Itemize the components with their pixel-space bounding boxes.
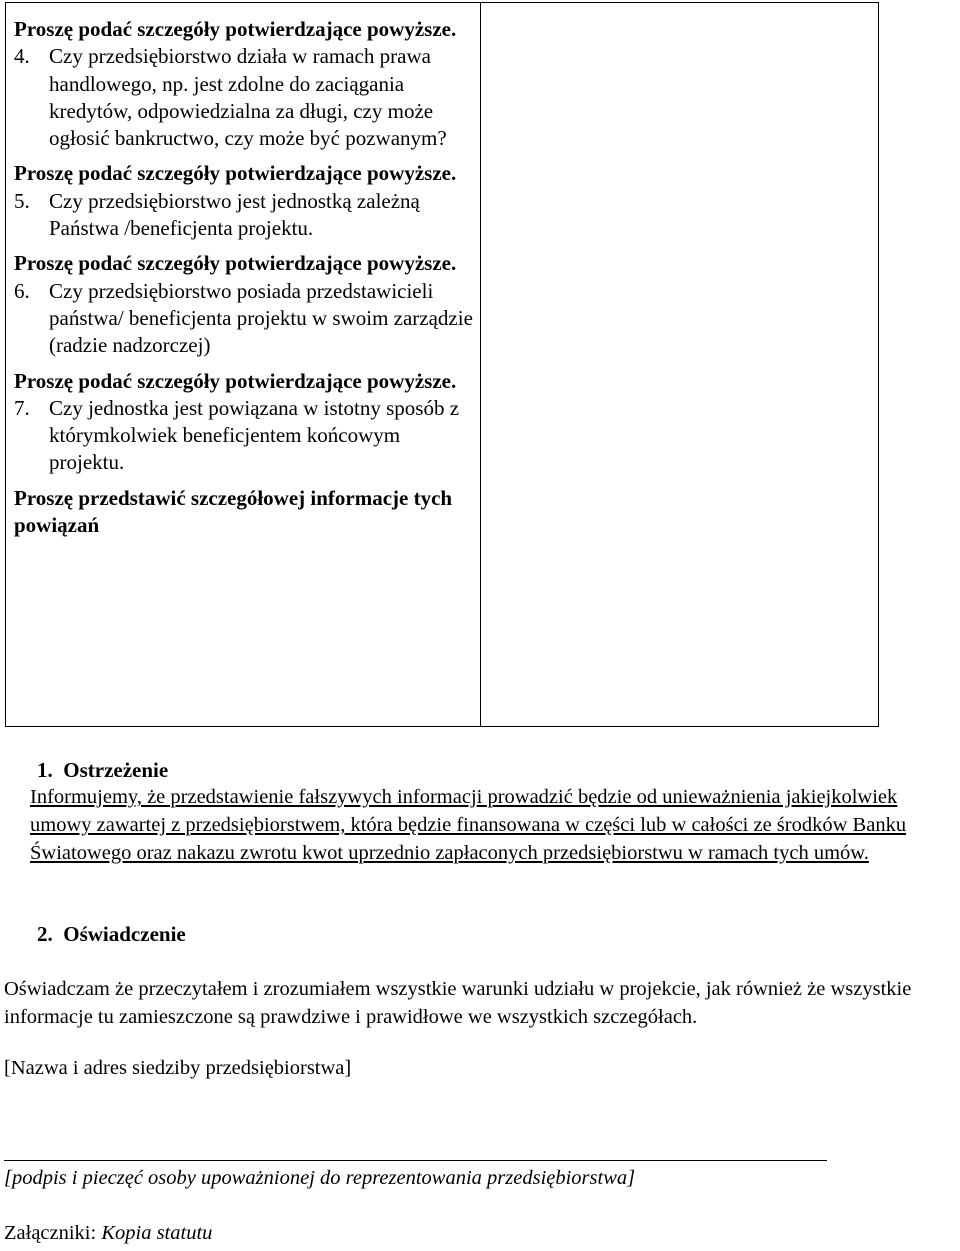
question-7 xyxy=(14,395,476,477)
warning-number: 1. xyxy=(37,758,53,782)
question-text: Czy przedsiębiorstwo działa w ramach prawa handlowego, np. jest zdolne do zaciągania kredytów, odpowiedzialna za długi, czy może ogłosić bankructwo, czy może być pozwanym? xyxy=(49,44,447,151)
details-request: Proszę podać szczegóły potwierdzające powyższe. xyxy=(14,368,457,393)
table-column-divider xyxy=(480,3,481,726)
attachments xyxy=(4,1222,212,1245)
declaration-heading xyxy=(37,922,186,947)
attachments-value: Kopia statutu xyxy=(101,1222,213,1244)
question-text: Czy jednostka jest powiązana w istotny sposób z którymkolwiek beneficjentem końcowym projektu. xyxy=(49,395,460,475)
question-4 xyxy=(14,43,476,152)
declaration-text: Oświadczam że przeczytałem i zrozumiałem wszystkie warunki udziału w projekcie, jak również że wszystkie informacje tu zamieszczone są prawdziwe i prawidłowe we wszystkich szczegółach. xyxy=(4,978,912,1028)
question-6 xyxy=(14,278,476,360)
declaration-number: 2. xyxy=(37,922,53,946)
warning-title: Ostrzeżenie xyxy=(63,758,169,782)
answers-cell[interactable] xyxy=(482,3,878,726)
question-text: Czy przedsiębiorstwo posiada przedstawicieli państwa/ beneficjenta projektu w swoim zarządzie (radzie nadzorczej) xyxy=(49,278,473,358)
question-text: Czy przedsiębiorstwo jest jednostką zależną Państwa /beneficjenta projektu. xyxy=(49,188,420,241)
relations-request: Proszę przedstawić szczegółowej informacje tych powiązań xyxy=(14,485,453,538)
details-request: Proszę podać szczegóły potwierdzające powyższe. xyxy=(14,251,457,276)
details-request: Proszę podać szczegóły potwierdzające powyższe. xyxy=(14,17,457,41)
question-number: 7. xyxy=(14,395,30,420)
declaration-title: Oświadczenie xyxy=(63,922,186,946)
question-number: 6. xyxy=(14,278,30,303)
signature-caption: [podpis i pieczęć osoby upoważnionej do reprezentowania przedsiębiorstwa] xyxy=(4,1167,636,1189)
company-name-address: [Nazwa i adres siedziby przedsiębiorstwa] xyxy=(4,1057,352,1079)
questions-cell xyxy=(14,16,476,539)
question-number: 4. xyxy=(14,44,30,69)
attachments-label: Załączniki: xyxy=(4,1222,97,1244)
question-number: 5. xyxy=(14,188,30,213)
warning-heading xyxy=(37,758,168,783)
signature-line xyxy=(4,1160,827,1161)
warning-text: Informujemy, że przedstawienie fałszywych informacji prowadzić będzie od unieważnienia jakiejkolwiek umowy zawartej z przedsiębiorstwem, która będzie finansowana w części lub w całości ze środków Banku Światowego oraz nakazu zwrotu kwot uprzednio zapłaconych przedsiębiorstwu w ramach tych umów. xyxy=(30,786,907,864)
details-request: Proszę podać szczegóły potwierdzające powyższe. xyxy=(14,161,457,186)
questionnaire-table xyxy=(5,2,879,727)
question-5 xyxy=(14,188,476,243)
